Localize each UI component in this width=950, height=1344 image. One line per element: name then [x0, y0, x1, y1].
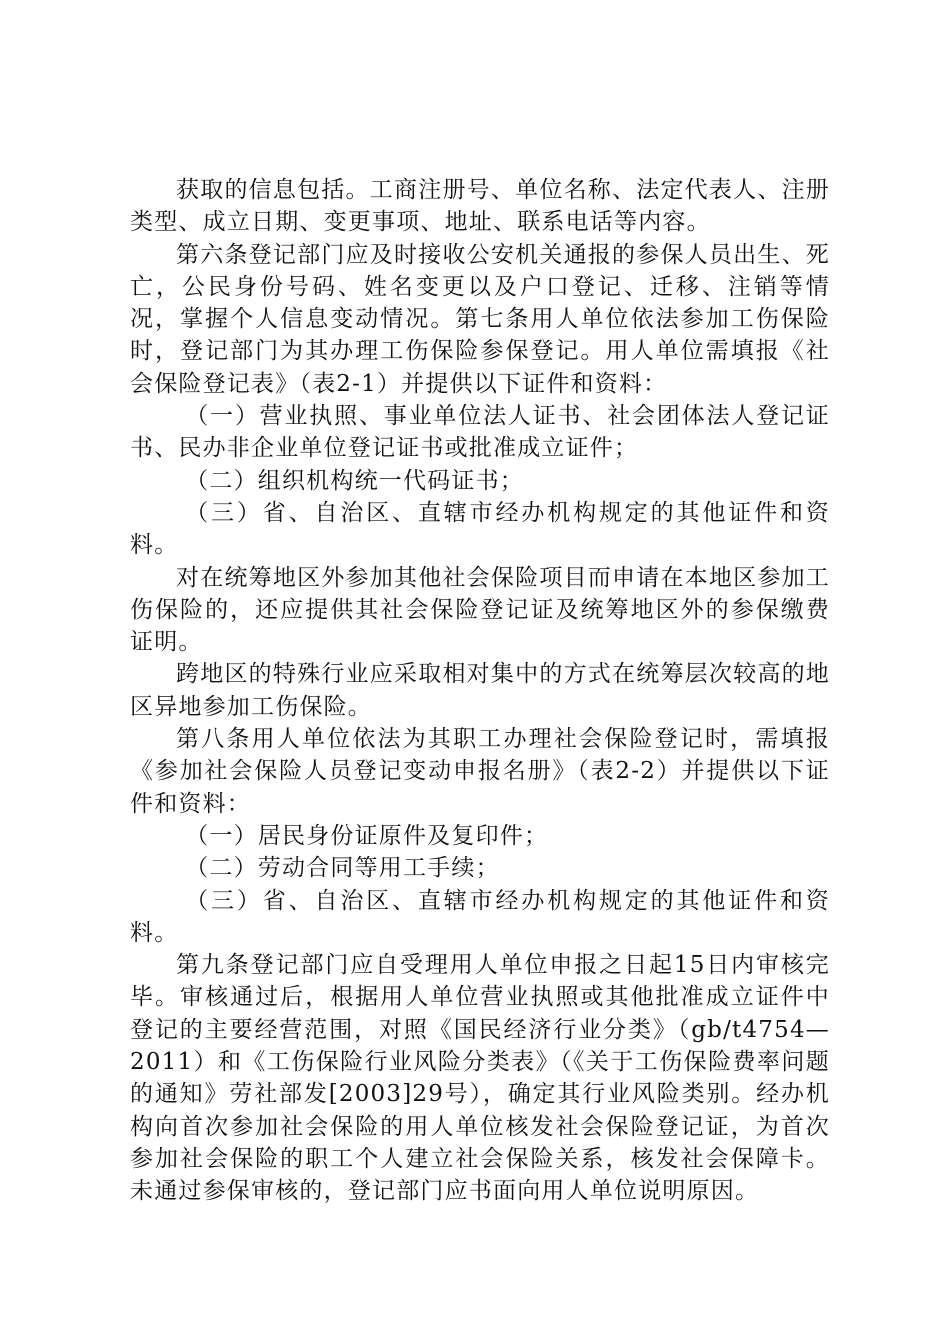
- document-body: [130, 174, 830, 1208]
- list-item-id-card: （一）居民身份证原件及复印件；: [185, 822, 549, 849]
- list-item-other-documents-2: （三）省、自治区、直辖市经办机构规定的其他证件和资料。: [130, 887, 830, 946]
- paragraph-article-6-7: 第六条登记部门应及时接收公安机关通报的参保人员出生、死亡，公民身份号码、姓名变更以及户口登记、迁移、注销等情况，掌握个人信息变动情况。第七条用人单位依法参加工伤保险时，登记部门为其办理工伤保险参保登记。用人单位需填报《社会保险登记表》（表2-1）并提供以下证件和资料：: [130, 241, 830, 397]
- paragraph-special-industry: 跨地区的特殊行业应采取相对集中的方式在统筹层次较高的地区异地参加工伤保险。: [130, 661, 830, 720]
- list-item-business-license: （一）营业执照、事业单位法人证书、社会团体法人登记证书、民办非企业单位登记证书或批准成立证件；: [130, 403, 830, 462]
- paragraph-out-of-region: 对在统筹地区外参加其他社会保险项目而申请在本地区参加工伤保险的，还应提供其社会保险登记证及统筹地区外的参保缴费证明。: [130, 564, 830, 656]
- paragraph-info-items: 获取的信息包括。工商注册号、单位名称、法定代表人、注册类型、成立日期、变更事项、地址、联系电话等内容。: [130, 177, 830, 236]
- paragraph-article-8: 第八条用人单位依法为其职工办理社会保险登记时，需填报《参加社会保险人员登记变动申报名册》（表2-2）并提供以下证件和资料：: [130, 726, 830, 817]
- list-item-org-code: （二）组织机构统一代码证书；: [185, 467, 524, 494]
- list-item-other-documents: （三）省、自治区、直辖市经办机构规定的其他证件和资料。: [130, 499, 830, 559]
- paragraph-article-9: 第九条登记部门应自受理用人单位申报之日起15日内审核完毕。审核通过后，根据用人单位营业执照或其他批准成立证件中登记的主要经营范围，对照《国民经济行业分类》（gb/t4754—2011）和《工伤保险行业风险分类表》（《关于工伤保险费率问题的通知》劳社部发[2003]29号），确定其行业风险类别。经办机构向首次参加社会保险的用人单位核发社会保险登记证，为首次参加社会保险的职工个人建立社会保险关系，核发社会保障卡。未通过参保审核的，登记部门应书面向用人单位说明原因。: [130, 952, 830, 1205]
- list-item-labor-contract: （二）劳动合同等用工手续；: [185, 855, 500, 882]
